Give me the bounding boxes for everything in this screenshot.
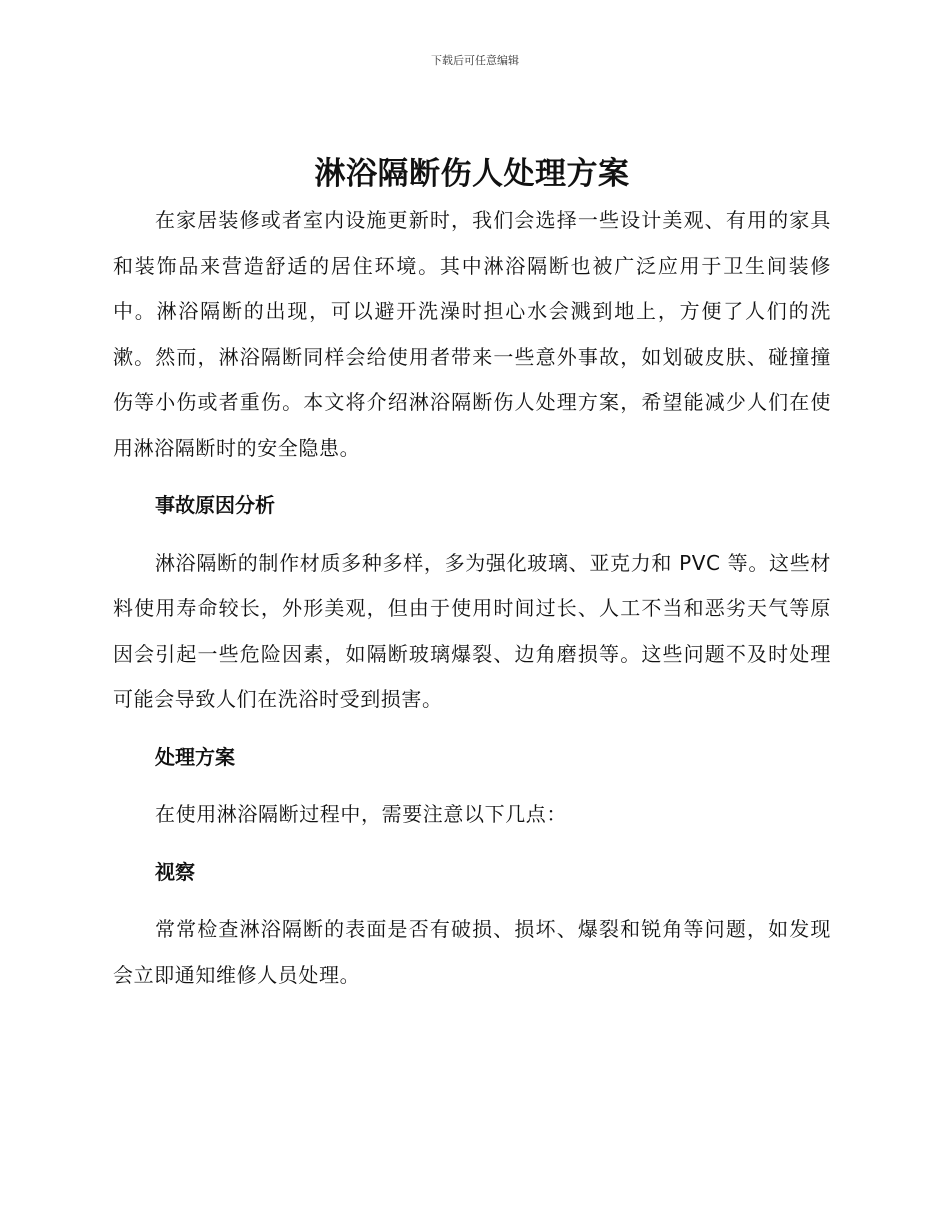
cause-analysis-paragraph: 淋浴隔断的制作材质多种多样，多为强化玻璃、亚克力和 PVC 等。这些材料使用寿命较长，外形美观，但由于使用时间过长、人工不当和恶劣天气等原因会引起一些危险因素，如隔断玻璃爆裂、边角磨损等。这些问题不及时处理可能会导致人们在洗浴时受到损害。 [113,550,831,711]
solution-intro-paragraph: 在使用淋浴隔断过程中，需要注意以下几点： [155,802,567,826]
section-heading-cause-analysis: 事故原因分析 [155,493,275,517]
inspection-paragraph: 常常检查淋浴隔断的表面是否有破损、损坏、爆裂和锐角等问题，如发现会立即通知维修人员处理。 [113,917,831,987]
section-heading-solution: 处理方案 [155,744,235,769]
document-title: 淋浴隔断伤人处理方案 [314,156,630,192]
subsection-heading-inspection: 视察 [155,859,195,884]
spacer [113,529,831,541]
spacer [113,780,831,792]
document-body [113,150,831,998]
spacer [113,723,831,735]
spacer [113,838,831,850]
intro-paragraph: 在家居装修或者室内设施更新时，我们会选择一些设计美观、有用的家具和装饰品来营造舒适的居住环境。其中淋浴隔断也被广泛应用于卫生间装修中。淋浴隔断的出现，可以避开洗澡时担心水会溅到地上，方便了人们的洗漱。然而，淋浴隔断同样会给使用者带来一些意外事故，如划破皮肤、碰撞撞伤等小伤或者重伤。本文将介绍淋浴隔断伤人处理方案，希望能减少人们在使用淋浴隔断时的安全隐患。 [113,208,831,460]
header-note: 下载后可任意编辑 [431,54,519,67]
spacer [113,895,831,907]
spacer [113,471,831,483]
